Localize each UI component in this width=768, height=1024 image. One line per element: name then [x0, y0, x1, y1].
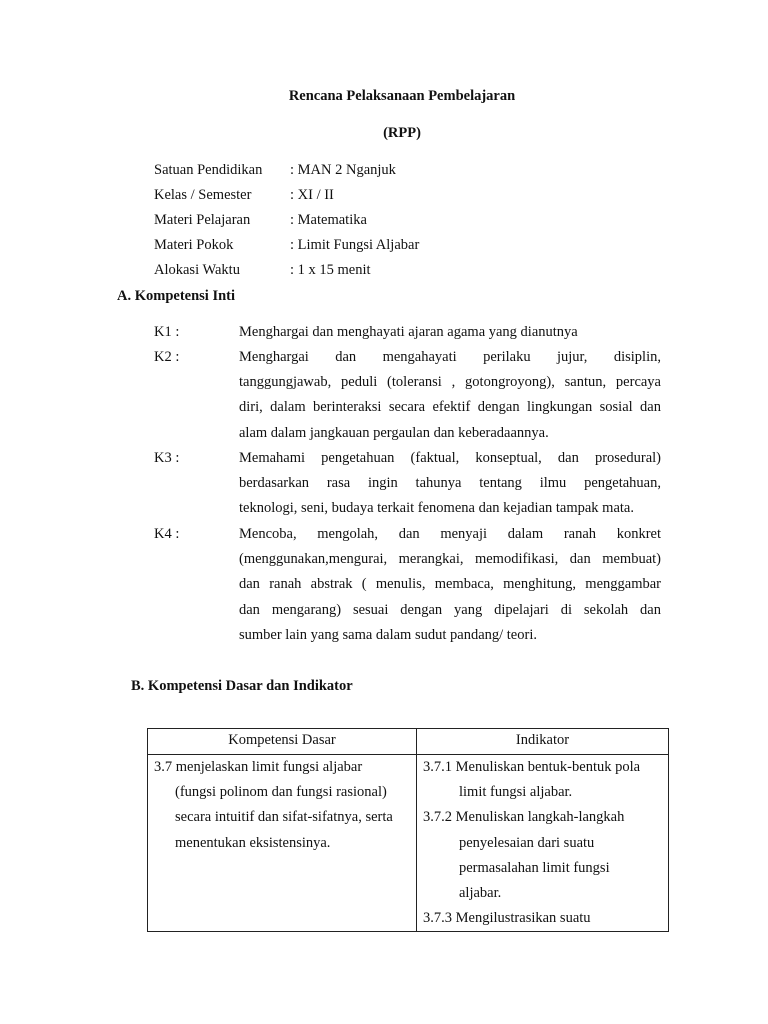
ki-line: Memahami pengetahuan (faktual, konseptual, dan prosedural)	[239, 450, 661, 466]
ki-text-k1	[239, 320, 661, 345]
identity-value: : 1 x 15 menit	[290, 262, 371, 278]
identity-label: Materi Pokok	[154, 237, 234, 253]
table-header-kompetensi-dasar: Kompetensi Dasar	[148, 729, 417, 755]
identity-value: : MAN 2 Nganjuk	[290, 162, 396, 178]
identity-value: : XI / II	[290, 187, 334, 203]
indicator-line: penyelesaian dari suatu	[459, 834, 595, 851]
indicator-line: aljabar.	[459, 884, 502, 901]
section-b-heading: B. Kompetensi Dasar dan Indikator	[131, 678, 353, 694]
identity-value: : Limit Fungsi Aljabar	[290, 237, 420, 253]
document-title: Rencana Pelaksanaan Pembelajaran	[288, 88, 516, 104]
indicator-line: 3.7.2 Menuliskan langkah-langkah	[423, 809, 625, 826]
ki-line: tanggungjawab, peduli (toleransi , gotongroyong), santun, percaya	[239, 374, 661, 391]
ki-line: dan mengarang) sesuai dengan yang dipelajari di sekolah dan	[239, 601, 661, 618]
identity-label: Satuan Pendidikan	[154, 162, 263, 178]
ki-line: dan ranah abstrak ( menulis, membaca, menghitung, menggambar	[239, 576, 661, 593]
ki-line: Menghargai dan menghayati ajaran agama yang dianutnya	[239, 324, 578, 340]
ki-line: Menghargai dan mengahayati perilaku jujur, disiplin,	[239, 349, 661, 365]
ki-label-k3: K3 :	[154, 450, 180, 466]
ki-line: Mencoba, mengolah, dan menyaji dalam ranah konkret	[239, 526, 661, 542]
indicator-line: limit fungsi aljabar.	[459, 784, 573, 801]
ki-line: (menggunakan,mengurai, merangkai, memodifikasi, dan membuat)	[239, 551, 661, 568]
ki-line: alam dalam jangkauan pergaulan dan keberadaannya.	[239, 424, 549, 441]
ki-label-k2: K2 :	[154, 349, 180, 365]
kd-line: menentukan eksistensinya.	[175, 834, 331, 851]
kd-line: secara intuitif dan sifat-sifatnya, serta	[175, 809, 393, 826]
kd-line: (fungsi polinom dan fungsi rasional)	[175, 784, 387, 801]
ki-text-k4	[239, 522, 661, 648]
ki-text-k3	[239, 446, 661, 522]
indicator-line: 3.7.1 Menuliskan bentuk-bentuk pola	[423, 759, 641, 775]
kd-indicator-table	[147, 728, 669, 932]
ki-label-k4: K4 :	[154, 526, 180, 542]
identity-label: Materi Pelajaran	[154, 212, 251, 228]
ki-line: berdasarkan rasa ingin tahunya tentang ilmu pengetahuan,	[239, 475, 661, 492]
ki-line: sumber lain yang sama dalam sudut pandang/ teori.	[239, 626, 537, 643]
ki-line: teknologi, seni, budaya terkait fenomena dan kejadian tampak mata.	[239, 500, 634, 517]
identity-value: : Matematika	[290, 212, 367, 228]
ki-line: diri, dalam berinteraksi secara efektif dengan lingkungan sosial dan	[239, 399, 661, 416]
identity-label: Kelas / Semester	[154, 187, 252, 203]
document-subtitle: (RPP)	[383, 125, 421, 141]
kd-line: 3.7 menjelaskan limit fungsi aljabar	[154, 759, 363, 775]
ki-label-k1: K1 :	[154, 324, 180, 340]
table-row	[148, 755, 669, 932]
indicator-line: permasalahan limit fungsi	[459, 859, 610, 876]
identity-label: Alokasi Waktu	[154, 262, 240, 278]
indicator-line: 3.7.3 Mengilustrasikan suatu	[423, 910, 591, 927]
table-header-indikator: Indikator	[417, 729, 669, 755]
section-a-heading: A. Kompetensi Inti	[117, 288, 236, 304]
kd-cell	[148, 755, 417, 932]
indicator-cell	[417, 755, 669, 932]
table-header-row	[148, 729, 669, 755]
ki-text-k2	[239, 345, 661, 446]
